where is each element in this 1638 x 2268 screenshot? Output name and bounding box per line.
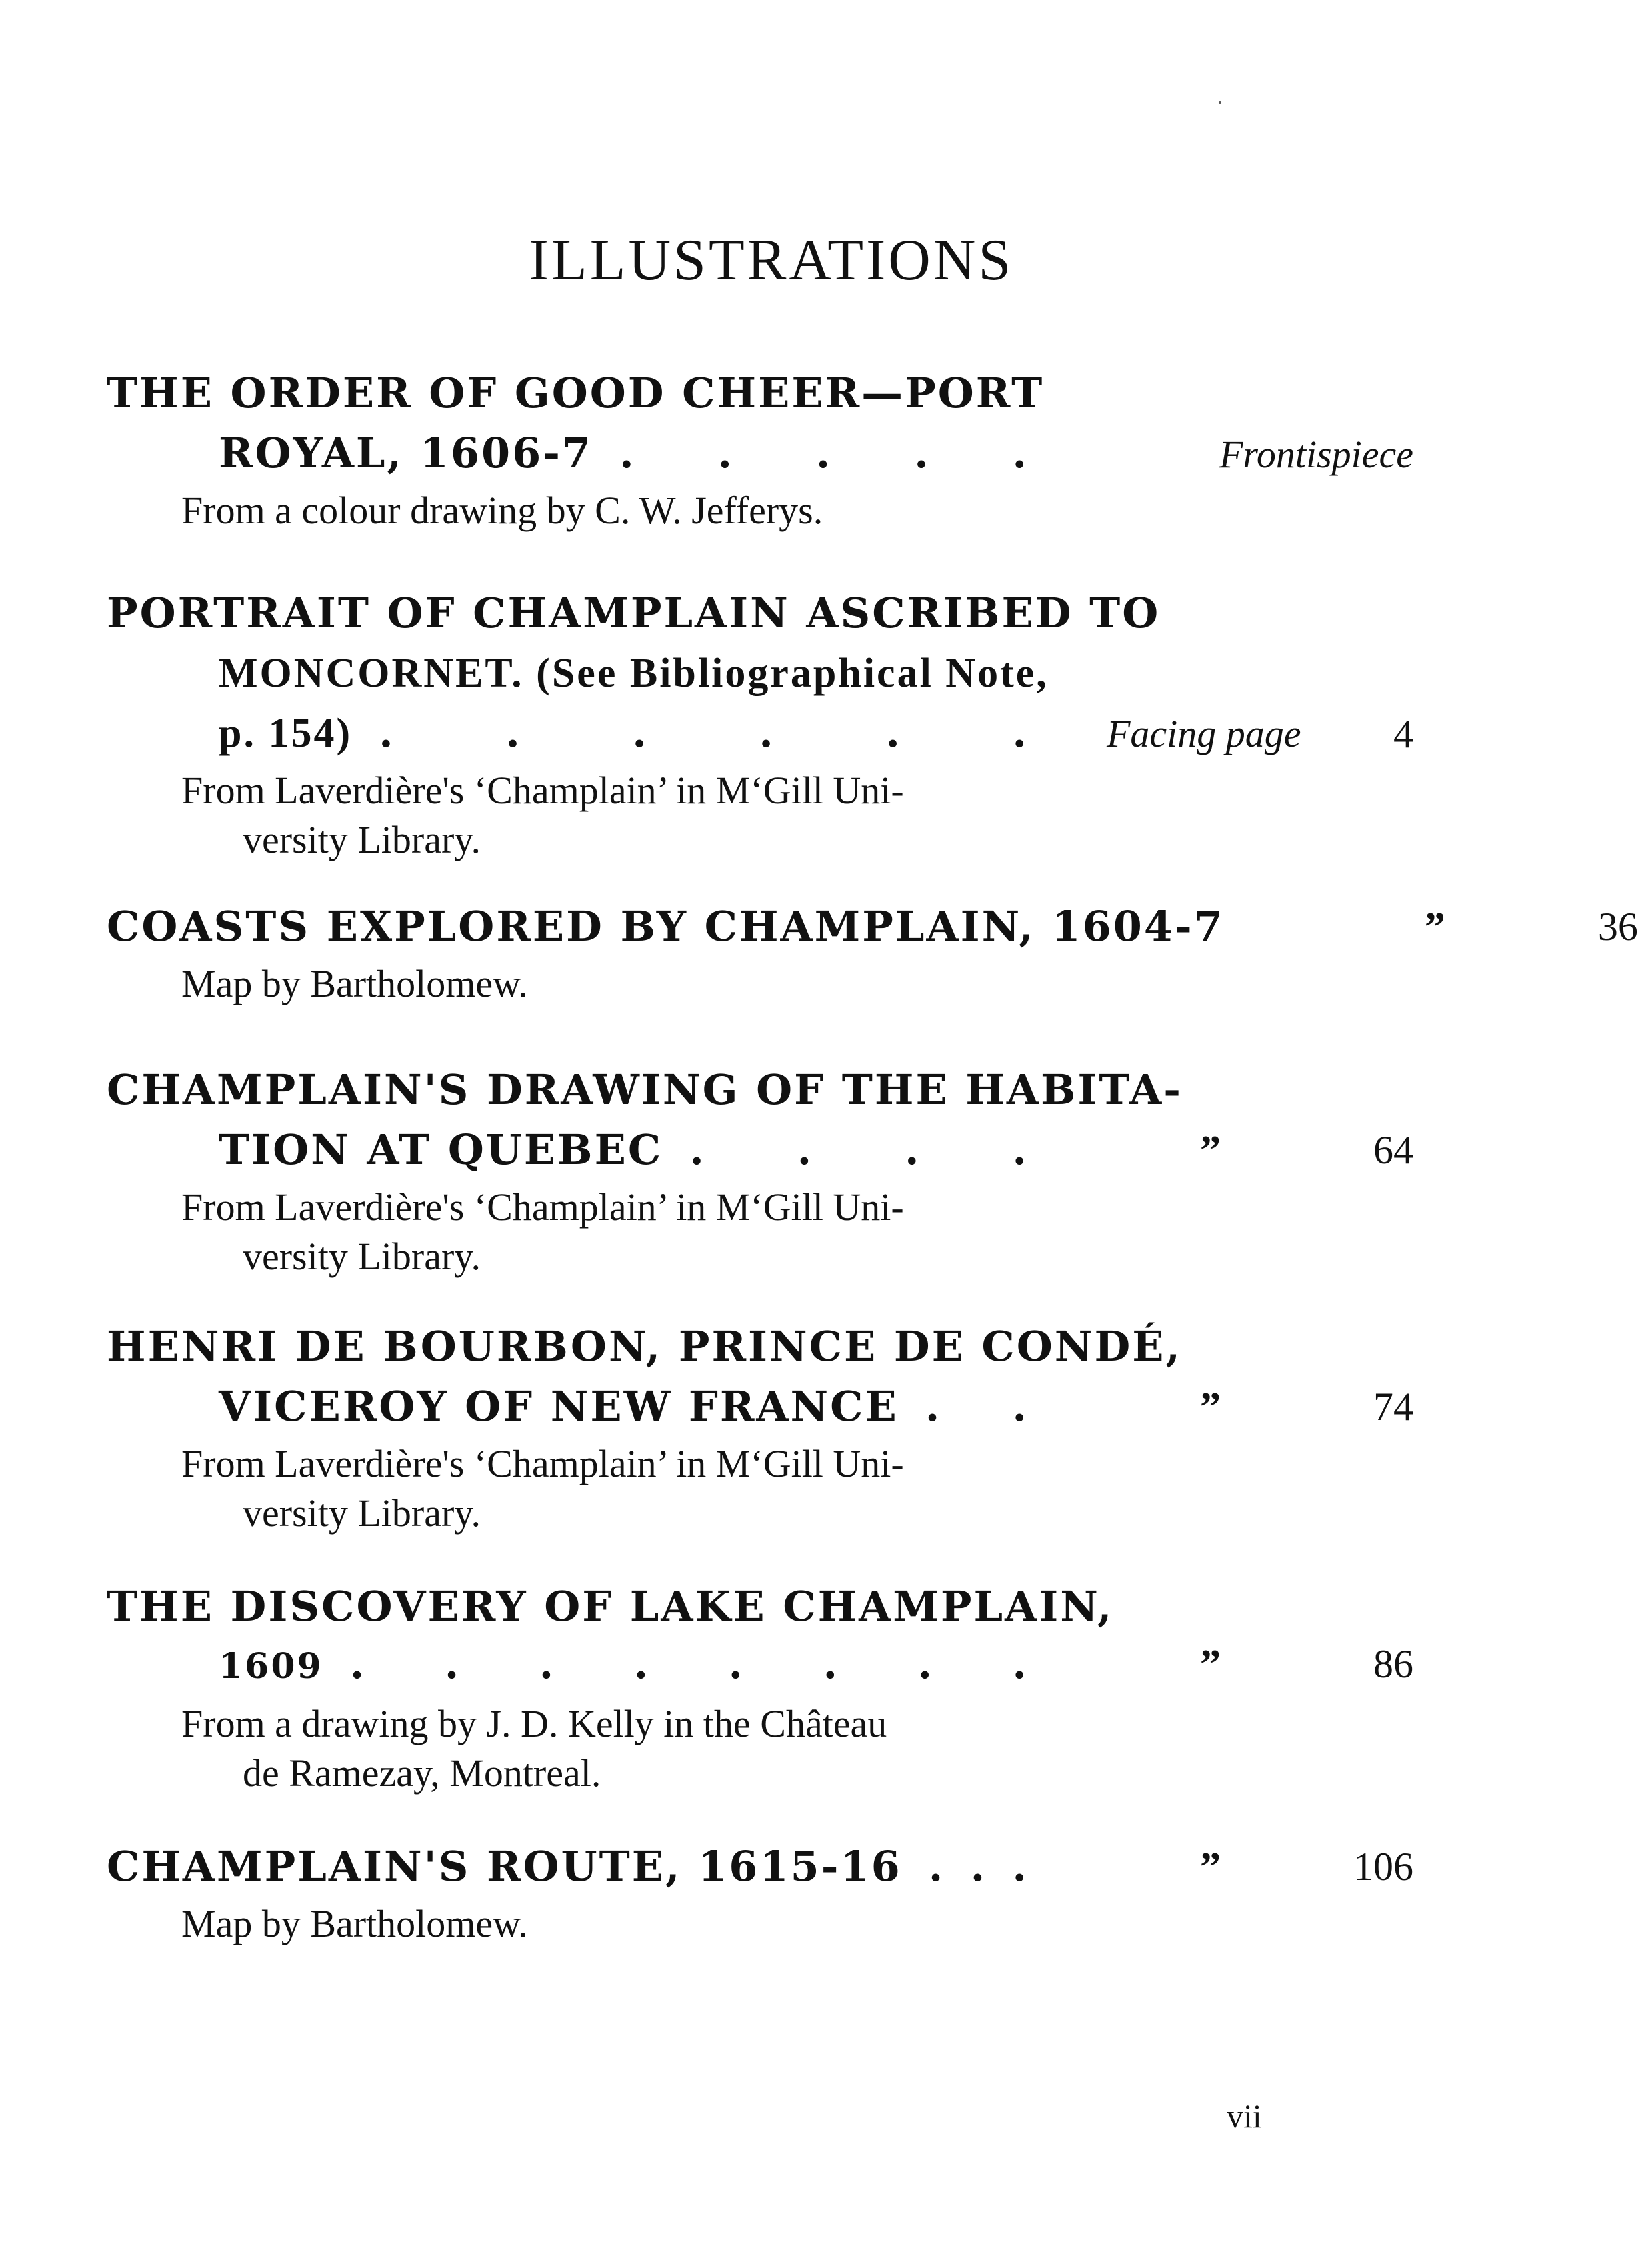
entry-reference <box>1107 711 1413 757</box>
entry-caption-line: THE ORDER OF GOOD CHEER—PORT <box>107 369 1045 417</box>
leader-dots: . . . <box>928 1842 1027 1891</box>
entry-source <box>107 1439 1208 1538</box>
paper-speck <box>1219 101 1221 104</box>
entry-source-line: Map by Bartholomew. <box>181 1902 528 1945</box>
leader-dots: . . . . . . <box>379 708 1027 757</box>
entry-source <box>107 766 1208 865</box>
ditto-mark: ” <box>1200 1385 1221 1430</box>
entry-reference <box>1107 1127 1413 1175</box>
ditto-mark: ” <box>1200 1128 1221 1173</box>
entry-source-line: From Laverdière's ‘Champlain’ in M‘Gill Uni- <box>181 1442 904 1485</box>
leader-dots: . . . . <box>689 1125 1027 1174</box>
illustration-entry <box>107 897 1638 1009</box>
entry-caption-line: TION AT QUEBEC <box>219 1125 663 1174</box>
entry-caption-line: p. 154) <box>219 711 353 756</box>
entry-reference <box>1107 1384 1413 1431</box>
entry-caption-line: MONCORNET. (See Bibliographical Note, <box>219 651 1049 696</box>
entry-source <box>107 959 1208 1009</box>
entry-caption-line: VICEROY OF NEW FRANCE <box>219 1382 899 1431</box>
entry-caption-line: PORTRAIT OF CHAMPLAIN ASCRIBED TO <box>107 589 1161 637</box>
entry-source-line: Map by Bartholomew. <box>181 962 528 1005</box>
illustration-entry <box>107 363 1413 535</box>
entry-reference <box>1107 1641 1413 1689</box>
illustration-entry <box>107 583 1413 865</box>
ditto-mark: ” <box>1200 1642 1221 1687</box>
page-number: 74 <box>1373 1385 1413 1429</box>
page-number: 64 <box>1373 1128 1413 1172</box>
entry-caption-line: 1609 <box>219 1646 323 1687</box>
entry-reference <box>1331 904 1638 951</box>
page-number: 86 <box>1373 1642 1413 1686</box>
page-folio: vii <box>1227 2097 1262 2135</box>
ditto-mark: ” <box>1424 905 1445 950</box>
entry-source <box>107 486 1208 535</box>
frontispiece-label: Frontispiece <box>1219 433 1413 476</box>
entry-source <box>107 1899 1208 1949</box>
page-number: 106 <box>1353 1845 1413 1889</box>
entry-source-line: versity Library. <box>243 818 481 861</box>
entry-reference <box>1107 1844 1413 1891</box>
leader-dots: . . . . . <box>619 429 1027 477</box>
entry-caption-line: COASTS EXPLORED BY CHAMPLAIN, 1604-7 <box>107 902 1225 951</box>
facing-page-label: Facing page <box>1107 712 1301 755</box>
ditto-mark: ” <box>1200 1845 1221 1890</box>
leader-dots: . . <box>925 1382 1027 1431</box>
entry-caption-line: HENRI DE BOURBON, PRINCE DE CONDÉ, <box>107 1322 1183 1371</box>
entry-source-line: de Ramezay, Montreal. <box>243 1751 601 1795</box>
entry-source-line: versity Library. <box>243 1491 481 1535</box>
entry-caption-line: THE DISCOVERY OF LAKE CHAMPLAIN, <box>107 1582 1114 1631</box>
illustration-entry <box>107 1837 1413 1949</box>
page-number: 4 <box>1393 712 1413 756</box>
entry-source <box>107 1183 1208 1281</box>
entry-caption-line: ROYAL, 1606-7 <box>219 429 593 477</box>
entry-reference <box>1107 432 1413 477</box>
entry-source-line: From a colour drawing by C. W. Jefferys. <box>181 489 823 532</box>
entry-source-line: From Laverdière's ‘Champlain’ in M‘Gill Uni- <box>181 1185 904 1229</box>
illustration-entry <box>107 1317 1413 1538</box>
entry-source-line: versity Library. <box>243 1235 481 1278</box>
entry-source-line: From Laverdière's ‘Champlain’ in M‘Gill Uni- <box>181 769 904 812</box>
entry-caption-line: CHAMPLAIN'S ROUTE, 1615-16 <box>107 1842 902 1891</box>
entry-caption-line: CHAMPLAIN'S DRAWING OF THE HABITA- <box>107 1065 1183 1114</box>
illustration-entry <box>107 1060 1413 1281</box>
entry-source <box>107 1699 1208 1798</box>
illustration-entry <box>107 1577 1413 1798</box>
page-number: 36 <box>1597 905 1638 949</box>
leader-dots: . . . . . . . . <box>349 1639 1027 1688</box>
page-title: ILLUSTRATIONS <box>529 228 1014 293</box>
entry-source-line: From a drawing by J. D. Kelly in the Château <box>181 1702 887 1745</box>
